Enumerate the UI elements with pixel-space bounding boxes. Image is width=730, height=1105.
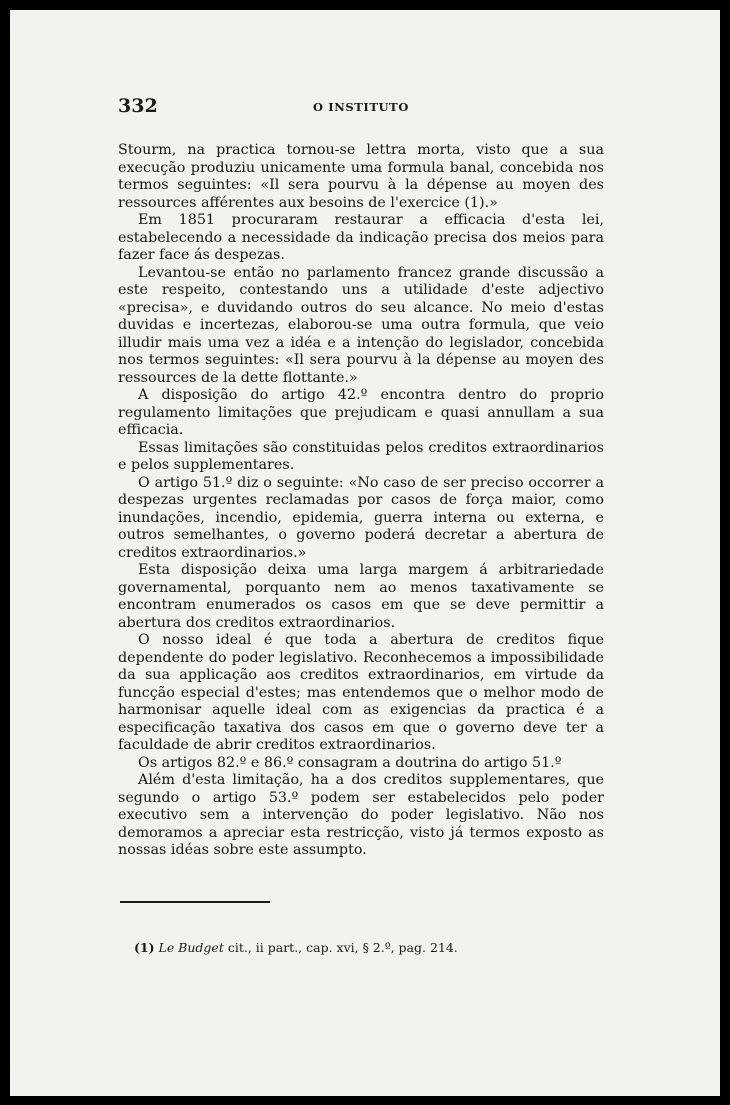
paragraph: Além d'esta limitação, ha a dos creditos supplementares, que segundo o artigo 53.º podem ser estabelecidos pelo poder executivo sem a intervenção do poder legislativo. Não nos demoramos a apreciar esta restricção, visto já termos exposto as nossas idéas sobre este assumpto.: [118, 772, 604, 858]
paragraph: A disposição do artigo 42.º encontra dentro do proprio regulamento limitações que prejudicam e quasi annullam a sua efficacia.: [118, 387, 604, 438]
footnote: [134, 940, 604, 955]
paragraph: Os artigos 82.º e 86.º consagram a doutrina do artigo 51.º: [138, 754, 562, 771]
footnote-text: cit., ii part., cap. xvi, § 2.º, pag. 214.: [223, 940, 458, 955]
paragraph: Em 1851 procuraram restaurar a efficacia d'esta lei, estabelecendo a necessidade da indicação precisa dos meios para fazer face ás despezas.: [118, 212, 604, 263]
paragraph: Esta disposição deixa uma larga margem á arbitrariedade governamental, porquanto nem ao menos taxativamente se encontram enumerados os casos em que se deve permittir a abertura dos creditos extraordinarios.: [118, 562, 604, 631]
footnote-title: Le Budget: [158, 940, 224, 955]
paragraph: Levantou-se então no parlamento francez grande discussão a este respeito, contestando uns a utilidade d'este adjectivo «precisa», e duvidando outros do seu alcance. No meio d'estas duvidas e incertezas, elaborou-se uma outra formula, que veio illudir mais uma vez a idéa e a intenção do legislador, concebida nos termos seguintes: «Il sera pourvu à la dépense au moyen des ressources de la dette flottante.»: [118, 264, 604, 386]
running-title: O INSTITUTO: [313, 100, 409, 114]
page-header: [118, 95, 604, 119]
footnote-rule: [120, 901, 270, 903]
paragraph: O nosso ideal é que toda a abertura de creditos fique dependente do poder legislativo. Reconhecemos a impossibilidade da sua applicação aos creditos extraordinarios, em virtude da funcção especial d'estes; mas entendemos que o melhor modo de harmonisar aquelle ideal com as exigencias da practica é a especificação taxativa dos casos em que o governo deve ter a faculdade de abrir creditos extraordinarios.: [118, 632, 604, 753]
paragraph: Stourm, na practica tornou-se lettra morta, visto que a sua execução produziu unicamente uma formula banal, concebida nos termos seguintes: «Il sera pourvu à la dépense au moyen des ressources afférentes aux besoins de l'exercice (1).»: [118, 142, 604, 211]
document-page: [10, 10, 720, 1096]
body-text: [118, 142, 604, 860]
paragraph: Essas limitações são constituidas pelos creditos extraordinarios e pelos supplementares.: [118, 439, 604, 473]
footnote-marker: (1): [134, 940, 155, 955]
page-number: 332: [118, 95, 158, 117]
paragraph: O artigo 51.º diz o seguinte: «No caso de ser preciso occorrer a despezas urgentes reclamadas por casos de força maior, como inundações, incendio, epidemia, guerra interna ou externa, e outros semelhantes, o governo poderá decretar a abertura de creditos extraordinarios.»: [118, 474, 604, 561]
